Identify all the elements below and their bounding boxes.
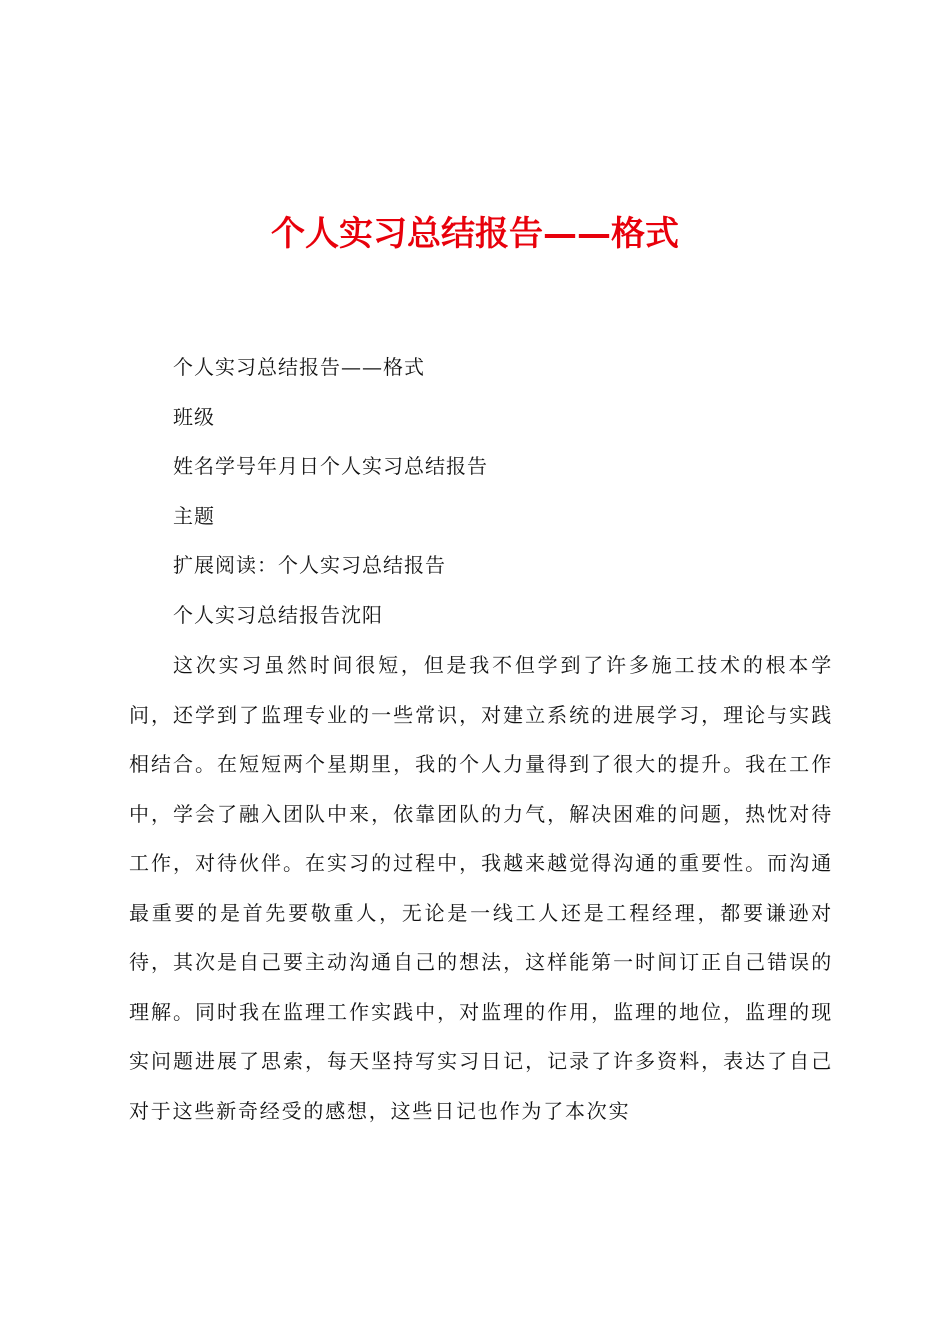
report-heading-line: 个人实习总结报告沈阳 [173,602,383,627]
class-line: 班级 [173,404,215,429]
info-line: 姓名学号年月日个人实习总结报告 [173,454,488,478]
topic-line: 主题 [173,503,215,528]
extended-reading-line: 扩展阅读：个人实习总结报告 [173,553,446,577]
body-paragraph: 这次实习虽然时间很短，但是我不但学到了许多施工技术的根本学问，还学到了监理专业的一些常识，对建立系统的进展学习，理论与实践相结合。在短短两个星期里，我的个人力量得到了很大的提升。我在工作中，学会了融入团队中来，依靠团队的力气，解决困难的问题，热忱对待工作，对待伙伴。在实习的过程中，我越来越觉得沟通的重要性。而沟通最重要的是首先要敬重人，无论是一线工人还是工程经理，都要谦逊对待，其次是自己要主动沟通自己的想法，这样能第一时间订正自己错误的理解。同时我在监理工作实践中，对监理的作用，监理的地位，监理的现实问题进展了思索，每天坚持写实习日记，记录了许多资料，表达了自己对于这些新奇经受的感想，这些日记也作为了本次实 [129,653,833,1123]
document-title: 个人实习总结报告——格式 [271,214,679,254]
header-lines [173,343,833,640]
subtitle-line: 个人实习总结报告——格式 [173,355,425,379]
